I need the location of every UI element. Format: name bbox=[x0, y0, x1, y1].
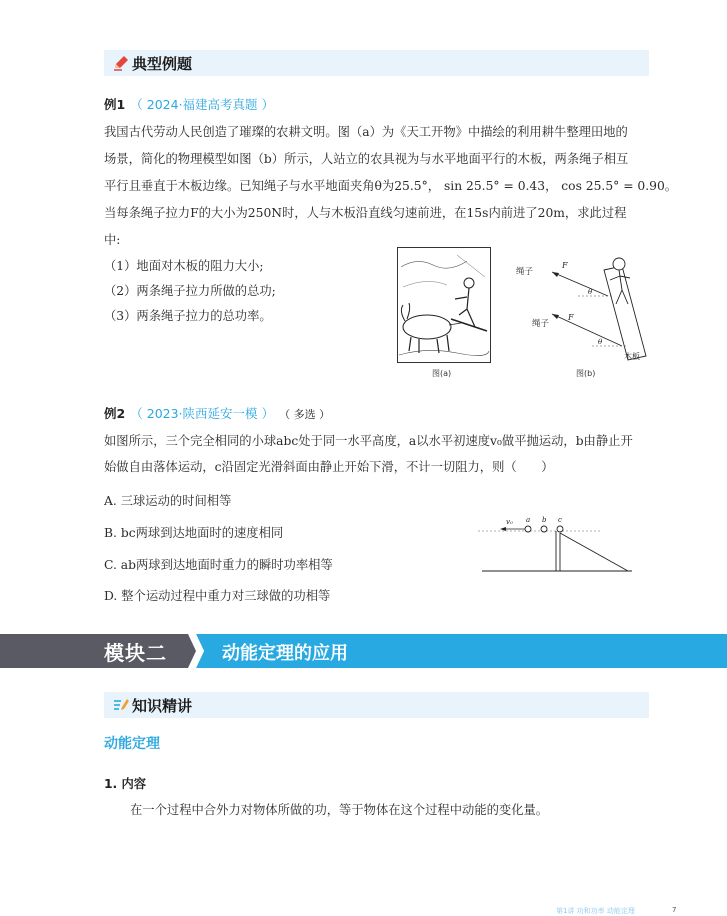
example1-line-2: 场景，简化的物理模型如图（b）所示，人站立的农具视为与水平地面平行的木板，两条绳子相互 bbox=[104, 152, 629, 166]
example1-line-1: 我国古代劳动人民创造了璀璨的农耕文明。图（a）为《天工开物》中描绘的利用耕牛整理田地的 bbox=[104, 125, 628, 139]
board-label: 木板 bbox=[624, 352, 640, 361]
ball-b-label: b bbox=[542, 516, 547, 524]
example1-question-3: （3）两条绳子拉力的总功率。 bbox=[104, 309, 272, 323]
subheading: 动能定理 bbox=[104, 736, 160, 752]
example2-heading bbox=[104, 403, 330, 422]
example1-line-3: 平行且垂直于木板边缘。已知绳子与水平地面夹角θ为25.5°， sin 25.5° = 0.43， cos 25.5° = 0.90。 bbox=[104, 179, 678, 193]
example2-option-c: C. ab两球到达地面时重力的瞬时功率相等 bbox=[104, 558, 333, 572]
figure-a-ox-plowing-illustration bbox=[397, 247, 491, 363]
ball-c-label: c bbox=[558, 516, 562, 524]
section-title: 典型例题 bbox=[132, 55, 193, 73]
rope1-label: 绳子 bbox=[516, 267, 534, 277]
footer-page-number: 7 bbox=[672, 906, 677, 914]
rope2-label: 绳子 bbox=[532, 319, 550, 329]
example1-question-2: （2）两条绳子拉力所做的总功; bbox=[104, 284, 276, 298]
figure-b-rope-board-model bbox=[512, 250, 652, 366]
example2-line-2: 始做自由落体运动，c沿固定光滑斜面由静止开始下滑，不计一切阻力，则（ ） bbox=[104, 460, 554, 474]
example2-label: 例2 bbox=[104, 406, 126, 421]
example2-option-d: D. 整个运动过程中重力对三球做的功相等 bbox=[104, 589, 331, 603]
example1-line-4: 当每条绳子拉力F的大小为250N时，人与木板沿直线匀速前进，在15s内前进了20m，求此过程 bbox=[104, 206, 627, 220]
notes-icon bbox=[112, 696, 130, 714]
example2-balls-incline-figure bbox=[478, 513, 638, 575]
example2-option-b: B. bc两球到达地面时的速度相同 bbox=[104, 526, 284, 540]
force1-label: F bbox=[562, 261, 568, 270]
example2-source: （ 2023·陕西延安一模 ） bbox=[130, 406, 275, 421]
example1-heading bbox=[104, 94, 274, 113]
ball-a-label: a bbox=[526, 516, 531, 524]
example2-tag: （ 多选 ） bbox=[279, 408, 331, 421]
point1-text: 在一个过程中合外力对物体所做的功，等于物体在这个过程中动能的变化量。 bbox=[130, 803, 549, 817]
example1-line-5: 中: bbox=[104, 233, 121, 247]
figure-b-caption: 图(b) bbox=[576, 369, 596, 378]
angle2-label: θ bbox=[598, 338, 603, 346]
example2-line-1: 如图所示，三个完全相同的小球abc处于同一水平高度，a以水平初速度v₀做平抛运动，b由静止开 bbox=[104, 434, 633, 448]
force2-label: F bbox=[568, 313, 574, 322]
angle1-label: θ bbox=[588, 288, 593, 296]
example1-source: （ 2024·福建高考真题 ） bbox=[130, 97, 275, 112]
section-title: 知识精讲 bbox=[132, 697, 193, 715]
module-number: 模块二 bbox=[104, 641, 167, 665]
section-header-typical-examples bbox=[104, 50, 649, 76]
section-header-knowledge bbox=[104, 692, 649, 718]
figure-a-caption: 图(a) bbox=[432, 369, 452, 378]
module-title: 动能定理的应用 bbox=[222, 643, 348, 664]
footer-chapter: 第1讲 功和功率 动能定理 bbox=[556, 907, 635, 915]
example2-option-a: A. 三球运动的时间相等 bbox=[104, 494, 232, 508]
example1-question-1: （1）地面对木板的阻力大小; bbox=[104, 259, 264, 273]
point1-heading: 1. 内容 bbox=[104, 777, 147, 791]
pencil-icon bbox=[112, 54, 130, 72]
v0-label: v₀ bbox=[506, 518, 513, 526]
example1-label: 例1 bbox=[104, 97, 126, 112]
